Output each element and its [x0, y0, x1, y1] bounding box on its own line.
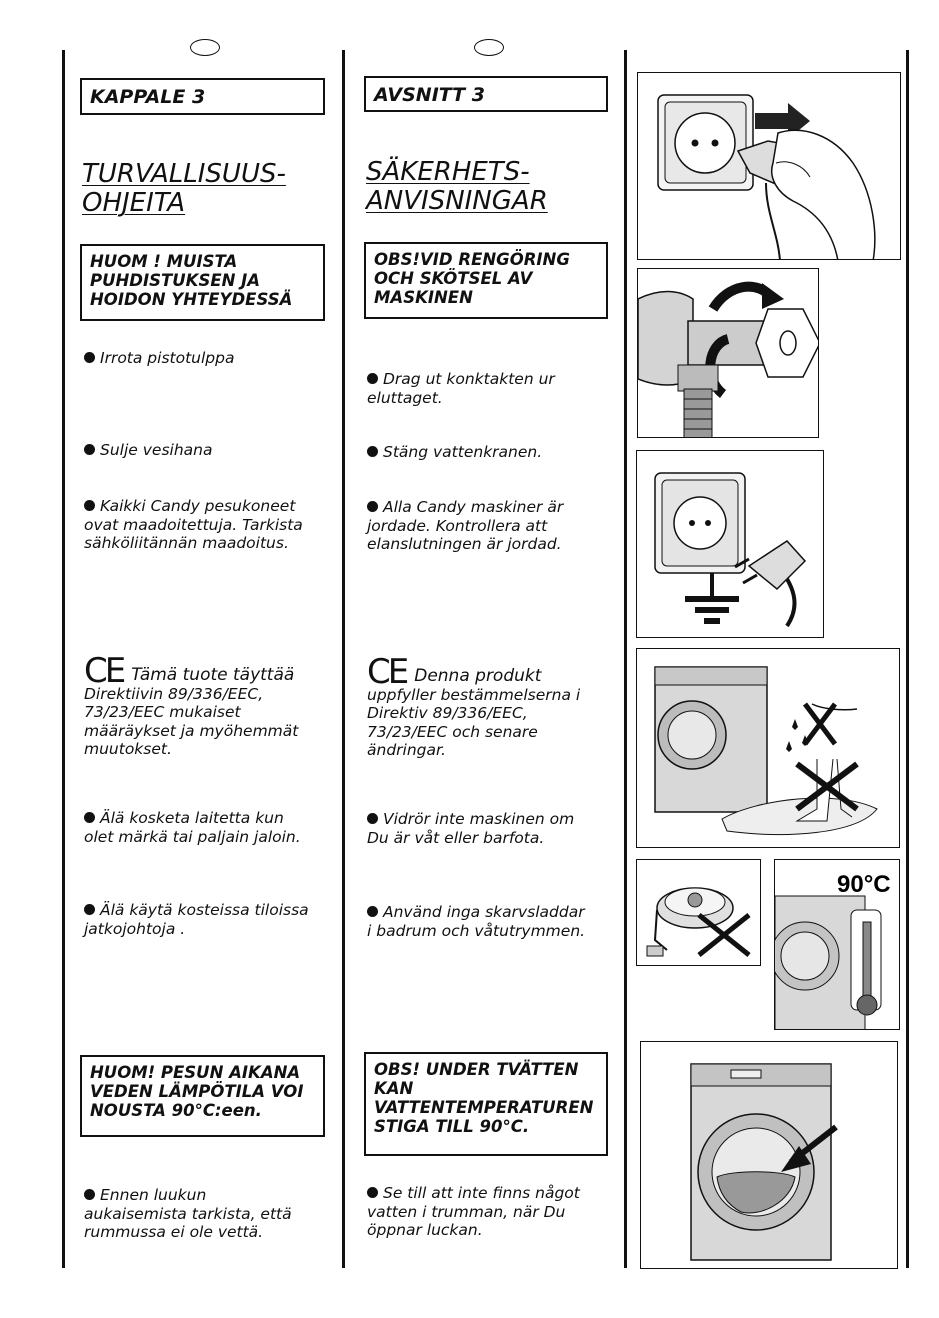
- cleaning-warning-fi: HUOM ! MUISTA PUHDISTUKSEN JA HOIDON YHTEYDESSÄ: [80, 244, 325, 321]
- water-tap-icon: [638, 269, 819, 438]
- instruction-earth-fi: Kaikki Candy pesukoneet ovat maadoitettuja. Tarkista sähköliitännän maadoitus.: [84, 497, 303, 552]
- bullet-icon: [367, 1187, 378, 1198]
- instruction-door-fi: Ennen luukun aukaisemista tarkista, että rummussa ei ole vettä.: [84, 1186, 292, 1241]
- temperature-warning-sv: OBS! UNDER TVÄTTEN KAN VATTENTEMPERATUREN STIGA TILL 90°C.: [364, 1052, 608, 1156]
- instruction-wet-sv: Vidrör inte maskinen om Du är våt eller barfota.: [367, 810, 575, 847]
- bullet-icon: [84, 352, 95, 363]
- instruction-tap-sv: Stäng vattenkranen.: [367, 443, 542, 462]
- instruction-tap-fi: Sulje vesihana: [84, 441, 212, 460]
- bullet-icon: [84, 1189, 95, 1200]
- water-tap-illustration: [637, 268, 819, 438]
- instruction-extension-sv: Använd inga skarvsladdar i badrum och våtutrymmen.: [367, 903, 586, 940]
- instruction-wet-fi: Älä kosketa laitetta kun olet märkä tai paljain jaloin.: [84, 809, 301, 846]
- ce-mark-icon: CE: [84, 651, 124, 691]
- bullet-icon: [367, 813, 378, 824]
- instruction-unplug-fi: Irrota pistotulppa: [84, 349, 234, 368]
- unplug-illustration: [637, 72, 901, 260]
- ce-mark-icon: CE: [367, 652, 407, 692]
- column-divider-right: [906, 50, 909, 1268]
- language-marker-fi: [190, 39, 220, 56]
- bullet-icon: [84, 904, 95, 915]
- section-heading-sv: AVSNITT 3: [364, 76, 608, 112]
- bullet-icon: [367, 501, 378, 512]
- bullet-icon: [84, 812, 95, 823]
- extension-cord-illustration: [636, 859, 761, 966]
- ce-statement-sv: CE Denna produkt uppfyller bestämmelserna i Direktiv 89/336/EEC, 73/23/EEC och senare ändringar.: [367, 652, 581, 759]
- column-divider-middle-left: [342, 50, 345, 1268]
- thermometer-icon: [775, 860, 900, 1030]
- column-divider-middle-right: [624, 50, 627, 1268]
- temperature-label: 90°C: [837, 871, 891, 898]
- temperature-illustration: [774, 859, 900, 1030]
- instruction-earth-sv: Alla Candy maskiner är jordade. Kontrollera att elanslutningen är jordad.: [367, 498, 564, 553]
- instruction-unplug-sv: Drag ut konktakten ur eluttaget.: [367, 370, 555, 407]
- washer-drum-icon: [641, 1042, 898, 1269]
- column-divider-left: [62, 50, 65, 1268]
- instruction-extension-fi: Älä käytä kosteissa tiloissa jatkojohtoja .: [84, 901, 309, 938]
- instruction-door-sv: Se till att inte finns något vatten i trumman, när Du öppnar luckan.: [367, 1184, 580, 1239]
- drum-water-illustration: [640, 1041, 898, 1269]
- page-title-fi: TURVALLISUUS- OHJEITA: [82, 159, 286, 218]
- extension-reel-icon: [637, 860, 761, 966]
- bullet-icon: [367, 373, 378, 384]
- bullet-icon: [367, 906, 378, 917]
- bullet-icon: [84, 444, 95, 455]
- cleaning-warning-sv: OBS!VID RENGÖRING OCH SKÖTSEL AV MASKINEN: [364, 242, 608, 319]
- bullet-icon: [367, 446, 378, 457]
- page-title-sv: SÄKERHETS- ANVISNINGAR: [366, 157, 548, 216]
- bullet-icon: [84, 500, 95, 511]
- earthing-illustration: [636, 450, 824, 638]
- unplug-plug-icon: [638, 73, 901, 260]
- wet-barefoot-icon: [637, 649, 900, 848]
- language-marker-sv: [474, 39, 504, 56]
- ce-statement-fi: CE Tämä tuote täyttää Direktiivin 89/336/EEC, 73/23/EEC mukaiset määräykset ja myöhemmät muutokset.: [84, 651, 299, 758]
- section-heading-fi: KAPPALE 3: [80, 78, 325, 115]
- earth-socket-icon: [637, 451, 824, 638]
- wet-hands-illustration: [636, 648, 900, 848]
- temperature-warning-fi: HUOM! PESUN AIKANA VEDEN LÄMPÖTILA VOI NOUSTA 90°C:een.: [80, 1055, 325, 1137]
